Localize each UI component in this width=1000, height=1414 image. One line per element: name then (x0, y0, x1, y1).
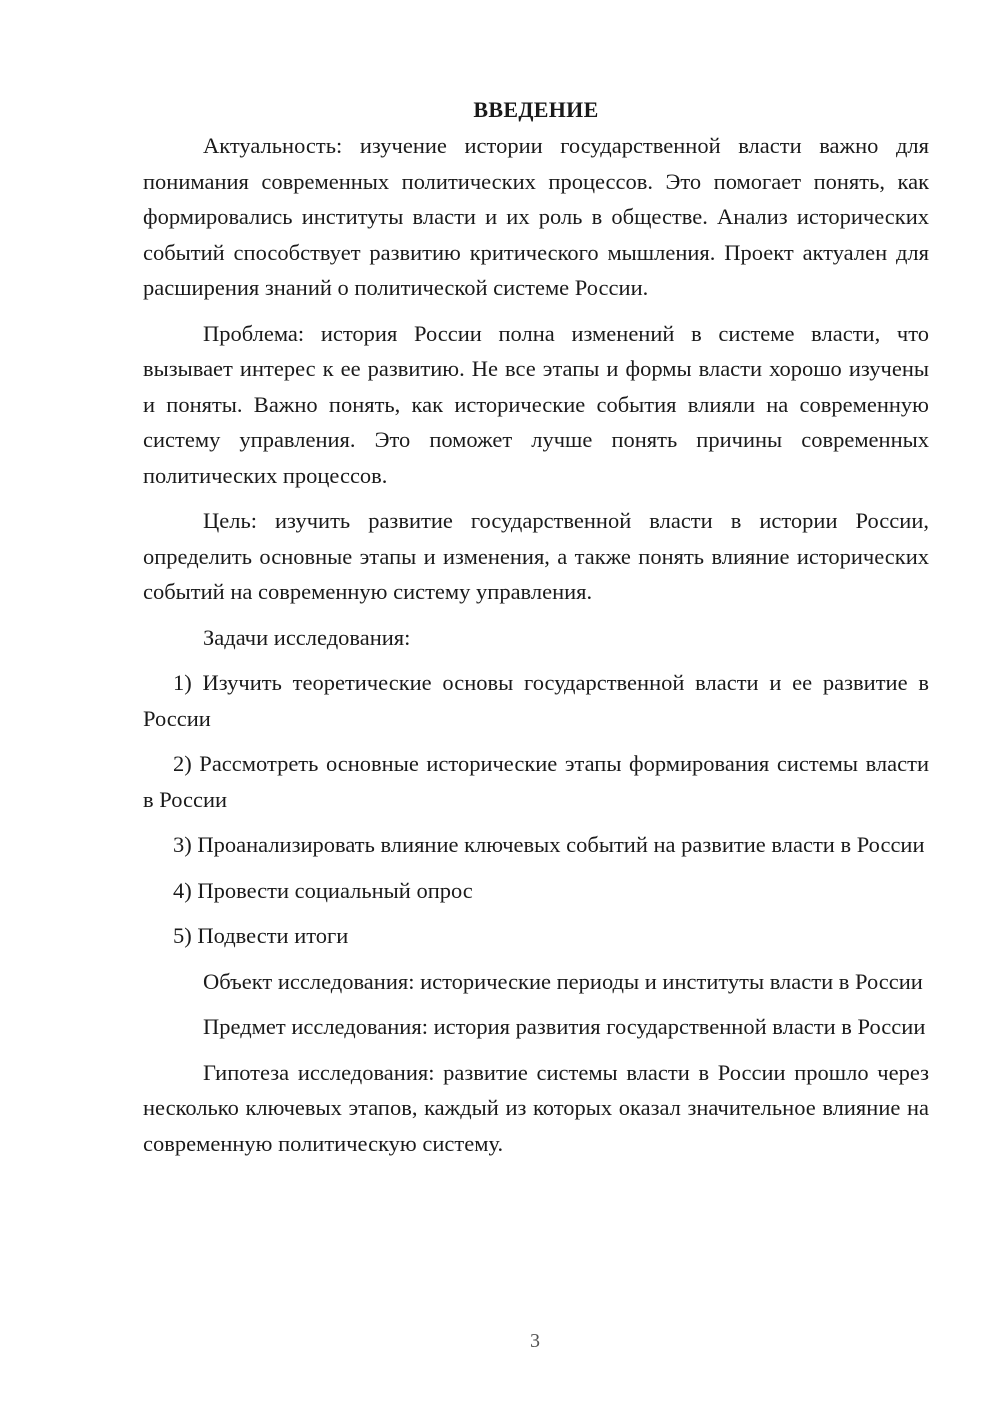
relevance-paragraph: Актуальность: изучение истории государственной власти важно для понимания современных политических процессов. Это помогает понять, как формировались институты власти и их роль в обществе. Анализ исторических событий способствует развитию критического мышления. Проект актуален для расширения знаний о политической системе России. (143, 133, 929, 300)
task-item: 3) Проанализировать влияние ключевых событий на развитие власти в России (173, 832, 925, 857)
goal-paragraph: Цель: изучить развитие государственной власти в истории России, определить основные этапы и изменения, а также понять влияние исторических событий на современную систему управления. (143, 508, 929, 604)
tasks-heading: Задачи исследования: (203, 624, 411, 650)
page-title: ВВЕДЕНИЕ (473, 97, 599, 122)
task-item: 1) Изучить теоретические основы государственной власти и ее развитие в России (143, 670, 929, 731)
hypothesis-paragraph: Гипотеза исследования: развитие системы власти в России прошло через несколько ключевых этапов, каждый из которых оказал значительное влияние на современную политическую систему. (143, 1059, 929, 1156)
subject-paragraph: Предмет исследования: история развития государственной власти в России (203, 1014, 926, 1039)
document-page (143, 92, 929, 1171)
problem-paragraph: Проблема: история России полна изменений в системе власти, что вызывает интерес к ее развитию. Не все этапы и формы власти хорошо изучены и поняты. Важно понять, как исторические события влияли на современную систему управления. Это поможет лучше понять причины современных политических процессов. (143, 320, 929, 488)
task-item: 5) Подвести итоги (173, 923, 349, 948)
task-item: 2) Рассмотреть основные исторические этапы формирования системы власти в России (143, 751, 929, 812)
tasks-list (143, 665, 929, 954)
page-number: 3 (530, 1330, 540, 1352)
object-paragraph: Объект исследования: исторические периоды и институты власти в России (203, 968, 923, 994)
task-item: 4) Провести социальный опрос (173, 877, 473, 903)
